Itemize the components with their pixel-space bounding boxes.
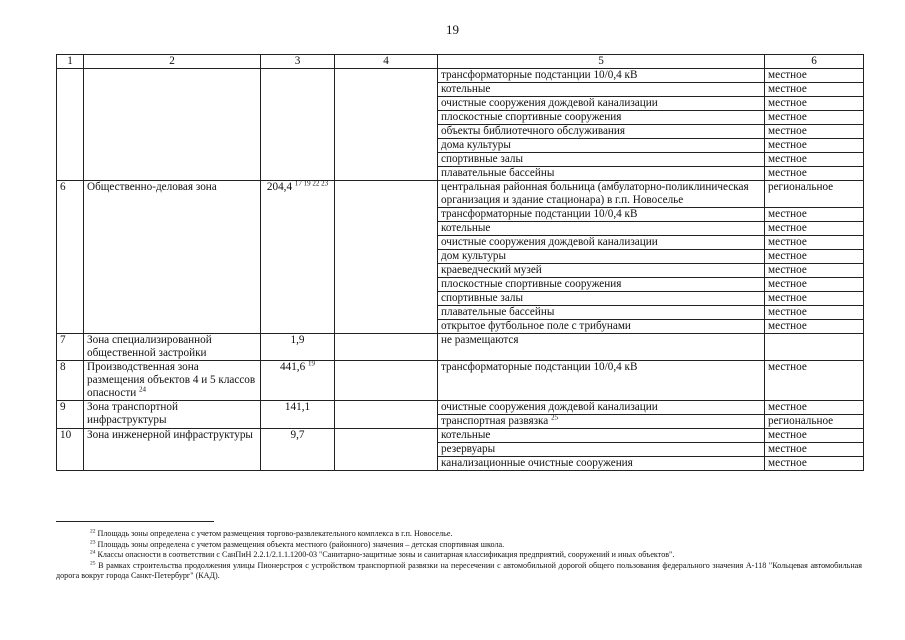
significance-cell: местное: [765, 306, 864, 320]
significance-cell: местное: [765, 125, 864, 139]
object-cell: объекты библиотечного обслуживания: [438, 125, 765, 139]
zones-table: [56, 54, 864, 471]
object-cell: плоскостные спортивные сооружения: [438, 111, 765, 125]
significance-cell: региональное: [765, 415, 864, 429]
significance-cell: местное: [765, 443, 864, 457]
footnote-ref: 19: [307, 359, 315, 368]
object-cell: резервуары: [438, 443, 765, 457]
significance-cell: местное: [765, 111, 864, 125]
table-row: [57, 69, 864, 83]
zone-name-cell: Зона специализированной общественной застройки: [84, 334, 261, 361]
zone-area-cell: 141,1: [261, 401, 335, 429]
object-cell: открытое футбольное поле с трибунами: [438, 320, 765, 334]
object-cell: плавательные бассейны: [438, 306, 765, 320]
zone-area-cell: 204,4 $^{17 19 22 23}$: [261, 181, 335, 334]
zone-number-cell: 8: [57, 361, 84, 401]
object-cell: транспортная развязка $^{25}$: [438, 415, 765, 429]
zone-area-cell: 441,6 $^{19}$: [261, 361, 335, 401]
zone-area-cell: 1,9: [261, 334, 335, 361]
zone-name-cell: Зона инженерной инфраструктуры: [84, 429, 261, 471]
object-cell: краеведческий музей: [438, 264, 765, 278]
zone-name-cell: [84, 69, 261, 181]
significance-cell: местное: [765, 457, 864, 471]
table-row: [57, 401, 864, 415]
header-cell: 5: [438, 55, 765, 69]
footnote-number: 25: [90, 560, 96, 567]
object-cell: спортивные залы: [438, 292, 765, 306]
object-cell: котельные: [438, 429, 765, 443]
significance-cell: местное: [765, 97, 864, 111]
significance-cell: местное: [765, 278, 864, 292]
significance-cell: местное: [765, 320, 864, 334]
significance-cell: местное: [765, 69, 864, 83]
significance-cell: местное: [765, 236, 864, 250]
significance-cell: местное: [765, 153, 864, 167]
object-cell: котельные: [438, 83, 765, 97]
header-cell: 3: [261, 55, 335, 69]
significance-cell: региональное: [765, 181, 864, 208]
page-number: 19: [446, 22, 459, 37]
object-cell: дом культуры: [438, 250, 765, 264]
object-cell: трансформаторные подстанции 10/0,4 кВ: [438, 361, 765, 401]
zone-area-cell: 9,7: [261, 429, 335, 471]
significance-cell: местное: [765, 222, 864, 236]
footnotes: [56, 529, 862, 582]
footnote-ref: 24: [139, 385, 147, 394]
object-cell: плоскостные спортивные сооружения: [438, 278, 765, 292]
object-cell: очистные сооружения дождевой канализации: [438, 236, 765, 250]
table-row: [57, 429, 864, 443]
zone-name-cell: Зона транспортной инфраструктуры: [84, 401, 261, 429]
significance-cell: местное: [765, 139, 864, 153]
zone-number-cell: [57, 69, 84, 181]
footnote-ref: 25: [551, 413, 559, 422]
header-cell: 1: [57, 55, 84, 69]
blank-cell: [335, 69, 438, 181]
object-cell: очистные сооружения дождевой канализации: [438, 97, 765, 111]
zone-name-cell: Общественно-деловая зона: [84, 181, 261, 334]
footnote-divider: [56, 521, 214, 522]
blank-cell: [335, 361, 438, 401]
zone-number-cell: 6: [57, 181, 84, 334]
header-row: [57, 55, 864, 69]
header-cell: 2: [84, 55, 261, 69]
zone-number-cell: 10: [57, 429, 84, 471]
object-cell: спортивные залы: [438, 153, 765, 167]
footnote: $^{22}$ Площадь зоны определена с учетом размещения торгово-развлекательного комплекса в г.п. Новоселье.: [90, 528, 453, 538]
object-cell: дома культуры: [438, 139, 765, 153]
header-cell: 6: [765, 55, 864, 69]
significance-cell: местное: [765, 361, 864, 401]
object-cell: канализационные очистные сооружения: [438, 457, 765, 471]
significance-cell: [765, 334, 864, 361]
significance-cell: местное: [765, 264, 864, 278]
footnote: $^{23}$ Площадь зоны определена с учетом размещения объекта местного (районного) значения – детская спортивная школа.: [90, 538, 505, 549]
object-cell: трансформаторные подстанции 10/0,4 кВ: [438, 69, 765, 83]
blank-cell: [335, 401, 438, 429]
zone-number-cell: 9: [57, 401, 84, 429]
footnote: $^{25}$ В рамках строительства продолжения улицы Пионерстроя с устройством транспортной развязки на пересечении с автомобильной дорогой общего пользования федерального значения А-118 "Кольцевая автомобильная дорога вокруг города Санкт-Петербург" (КАД).: [56, 560, 862, 581]
object-cell: котельные: [438, 222, 765, 236]
blank-cell: [335, 334, 438, 361]
blank-cell: [335, 429, 438, 471]
significance-cell: местное: [765, 292, 864, 306]
zone-name-cell: Производственная зона размещения объектов 4 и 5 классов опасности $^{24}$: [84, 361, 261, 401]
footnote-number: 24: [90, 549, 96, 556]
object-cell: очистные сооружения дождевой канализации: [438, 401, 765, 415]
footnote-number: 22: [90, 528, 96, 535]
table-body: [57, 55, 864, 471]
table-row: [57, 181, 864, 208]
significance-cell: местное: [765, 250, 864, 264]
significance-cell: местное: [765, 167, 864, 181]
significance-cell: местное: [765, 208, 864, 222]
footnote-number: 23: [90, 538, 96, 545]
object-cell: не размещаются: [438, 334, 765, 361]
significance-cell: местное: [765, 429, 864, 443]
zone-number-cell: 7: [57, 334, 84, 361]
footnote-ref: 17 19 22 23: [294, 179, 329, 188]
zone-area-cell: [261, 69, 335, 181]
footnote: $^{24}$ Классы опасности в соответствии с СанПиН 2.2.1/2.1.1.1200-03 "Санитарно-защитные зоны и санитарная классификация предприятий, сооружений и иных объектов".: [90, 549, 675, 560]
table-row: [57, 361, 864, 401]
object-cell: плавательные бассейны: [438, 167, 765, 181]
blank-cell: [335, 181, 438, 334]
header-cell: 4: [335, 55, 438, 69]
object-cell: центральная районная больница (амбулаторно-поликлиническая организация и здание стационара) в г.п. Новоселье: [438, 181, 765, 208]
object-cell: трансформаторные подстанции 10/0,4 кВ: [438, 208, 765, 222]
significance-cell: местное: [765, 401, 864, 415]
table-row: [57, 334, 864, 361]
significance-cell: местное: [765, 83, 864, 97]
